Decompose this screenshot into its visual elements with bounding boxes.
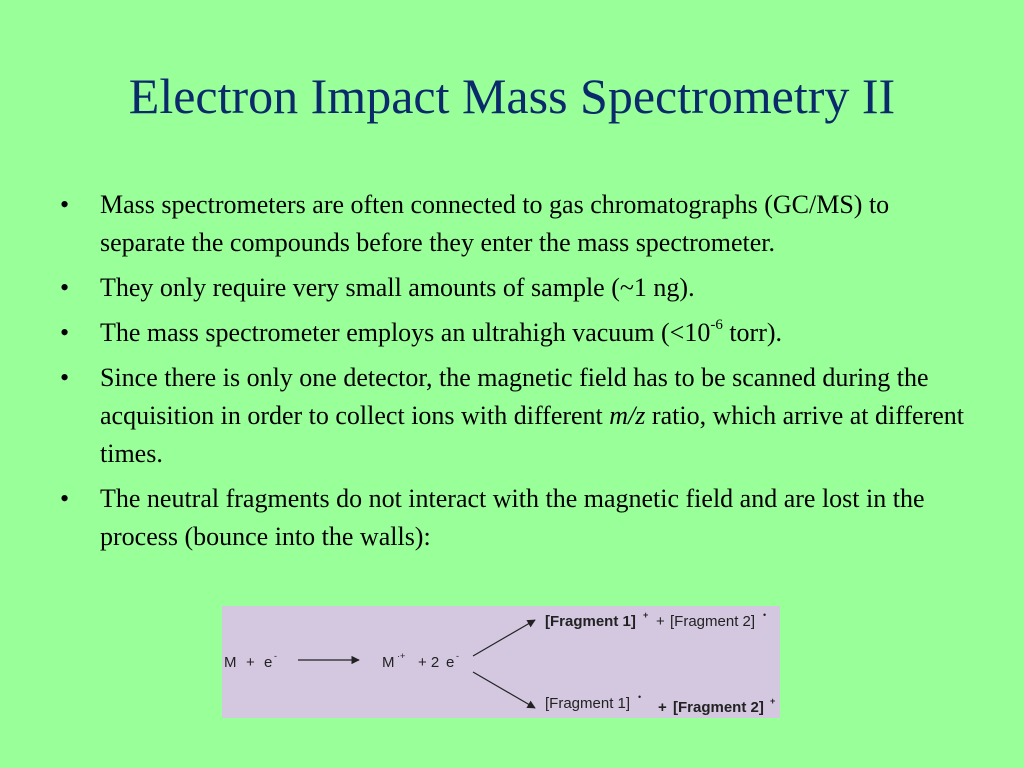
lower-branch-arrow [473,672,535,708]
radical-cation-sup: ·+ [397,651,406,661]
bullet-item [60,314,980,352]
bullet-text: The neutral fragments do not interact with the magnetic field and are lost in the process (bounce into the walls): [100,484,925,551]
bullet-list [60,186,980,563]
bullet-text-pre: The mass spectrometer employs an ultrahigh vacuum (<10 [100,318,711,347]
bullet-text: They only require very small amounts of sample (~1 ng). [100,273,695,302]
bullet-text-post: ratio, which arrive at different times. [100,401,965,468]
reactant-electron: e [264,654,273,671]
bullet-dot: • [60,484,70,513]
fragmentation-scheme [222,606,780,718]
exponent: -6 [710,317,723,334]
upper-branch-arrow [473,620,535,656]
top-fragment-2-radical: [Fragment 2] [670,613,756,630]
mz-italic: m/z [609,401,646,430]
plus-sign: + [658,699,667,716]
bullet-dot: • [60,318,70,347]
radical-sup: • [763,610,767,620]
slide-title: Electron Impact Mass Spectrometry II [128,68,896,124]
scheme-diagram [222,606,780,718]
bullet-item [60,269,980,307]
bullet-item [60,186,980,262]
reactant-m: M [224,654,237,671]
electron-charge: - [274,651,277,661]
cation-sup: + [770,696,776,706]
bullet-item [60,359,980,473]
top-fragment-1-cation: [Fragment 1] [545,613,636,630]
bullet-dot: • [60,190,70,219]
product-electron: e [446,654,455,671]
cation-sup: + [643,610,649,620]
plus-two: + 2 [418,654,440,671]
molecular-ion: M [382,654,395,671]
radical-sup: • [638,692,642,702]
bullet-text: Mass spectrometers are often connected to gas chromatographs (GC/MS) to separate the compounds before they enter the mass spectrometer. [100,190,890,257]
electron-charge: - [456,651,459,661]
bullet-text-pre: Since there is only one detector, the magnetic field has to be scanned during the acquisition in order to collect ions with different [100,363,929,430]
plus-sign: + [656,613,665,630]
bullet-item [60,480,980,556]
bottom-fragment-1-radical: [Fragment 1] [545,695,631,712]
bullet-dot: • [60,273,70,302]
bullet-dot: • [60,363,70,392]
plus-sign: + [246,654,255,671]
bottom-fragment-2-cation: [Fragment 2] [673,699,764,716]
bullet-text-post: torr). [722,318,783,347]
